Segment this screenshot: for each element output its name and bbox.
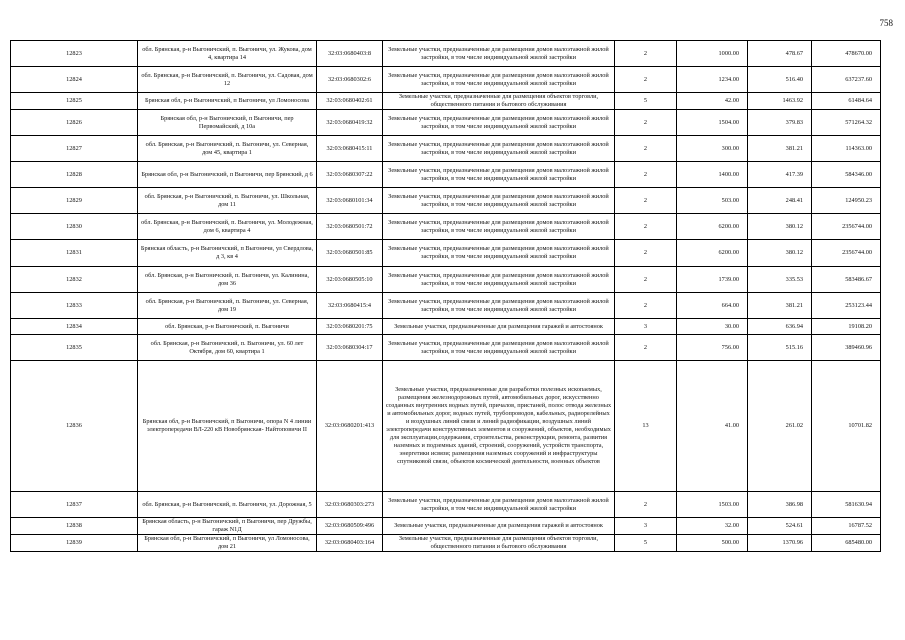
group-cell: 2 — [615, 41, 677, 67]
address-cell: Брянская обл, р-н Выгоничский, п Выгоничи, ул Ломоносова — [138, 93, 317, 110]
table-row — [11, 41, 881, 67]
group-cell: 5 — [615, 93, 677, 110]
address-cell: обл. Брянская, р-н Выгоничский, п. Выгоничи, ул. Школьная, дом 11 — [138, 188, 317, 214]
table-row — [11, 67, 881, 93]
group-cell: 2 — [615, 110, 677, 136]
row-number: 12826 — [11, 110, 138, 136]
land-use-cell: Земельные участки, предназначенные для размещения домов малоэтажной жилой застройки, в том числе индивидуальной жилой застройки — [383, 110, 615, 136]
group-cell: 3 — [615, 319, 677, 335]
cadastral-value-cell: 637237.60 — [812, 67, 881, 93]
cadastral-value-table — [10, 40, 881, 552]
specific-value-cell: 1370.96 — [748, 535, 812, 552]
cadastral-number-cell: 32:03:0680303:273 — [317, 492, 383, 518]
area-cell: 1504.00 — [677, 110, 748, 136]
cadastral-value-cell: 2356744.00 — [812, 240, 881, 267]
specific-value-cell: 380.12 — [748, 214, 812, 240]
area-cell: 32.00 — [677, 518, 748, 535]
address-cell: Брянская обл, р-н Выгоничский, п Выгоничи, пер Первомайский, д 10а — [138, 110, 317, 136]
area-cell: 300.00 — [677, 136, 748, 162]
row-number: 12832 — [11, 267, 138, 293]
cadastral-value-cell: 389460.96 — [812, 335, 881, 361]
land-use-cell: Земельные участки, предназначенные для размещения домов малоэтажной жилой застройки, в том числе индивидуальной жилой застройки — [383, 240, 615, 267]
cadastral-value-cell: 2356744.00 — [812, 214, 881, 240]
land-use-cell: Земельные участки, предназначенные для размещения домов малоэтажной жилой застройки, в том числе индивидуальной жилой застройки — [383, 188, 615, 214]
area-cell: 664.00 — [677, 293, 748, 319]
table-row — [11, 267, 881, 293]
table-row — [11, 335, 881, 361]
land-use-cell: Земельные участки, предназначенные для размещения гаражей и автостоянок — [383, 319, 615, 335]
address-cell: обл. Брянская, р-н Выгоничский, п. Выгоничи, ул. Дорожная, 5 — [138, 492, 317, 518]
cadastral-number-cell: 32:03:0680201:413 — [317, 361, 383, 492]
specific-value-cell: 1463.92 — [748, 93, 812, 110]
cadastral-number-cell: 32:03:0680419:32 — [317, 110, 383, 136]
row-number: 12827 — [11, 136, 138, 162]
table-row — [11, 319, 881, 335]
specific-value-cell: 248.41 — [748, 188, 812, 214]
group-cell: 3 — [615, 518, 677, 535]
table-row — [11, 492, 881, 518]
cadastral-value-cell: 685480.00 — [812, 535, 881, 552]
address-cell: обл. Брянская, р-н Выгоничский, п. Выгоничи, ул. Жукова, дом 4, квартира 14 — [138, 41, 317, 67]
cadastral-number-cell: 32:03:0680403:164 — [317, 535, 383, 552]
area-cell: 500.00 — [677, 535, 748, 552]
area-cell: 30.00 — [677, 319, 748, 335]
group-cell: 2 — [615, 188, 677, 214]
cadastral-number-cell: 32:03:0680304:17 — [317, 335, 383, 361]
land-use-cell: Земельные участки, предназначенные для размещения домов малоэтажной жилой застройки, в том числе индивидуальной жилой застройки — [383, 335, 615, 361]
row-number: 12828 — [11, 162, 138, 188]
address-cell: обл. Брянская, р-н Выгоничский, п. Выгоничи — [138, 319, 317, 335]
address-cell: обл. Брянская, р-н Выгоничский, п. Выгоничи, ул. Калинина, дом 36 — [138, 267, 317, 293]
address-cell: обл. Брянская, р-н Выгоничский, п. Выгоничи, ул. Северная, дом 45, квартира 1 — [138, 136, 317, 162]
group-cell: 2 — [615, 335, 677, 361]
table-row — [11, 361, 881, 492]
group-cell: 2 — [615, 240, 677, 267]
cadastral-number-cell: 32:03:0680509:496 — [317, 518, 383, 535]
cadastral-value-cell: 583486.67 — [812, 267, 881, 293]
group-cell: 2 — [615, 293, 677, 319]
row-number: 12823 — [11, 41, 138, 67]
address-cell: обл. Брянская, р-н Выгоничский, п. Выгоничи, ул. Молодежная, дом 6, квартира 4 — [138, 214, 317, 240]
row-number: 12838 — [11, 518, 138, 535]
land-use-cell: Земельные участки, предназначенные для размещения домов малоэтажной жилой застройки, в том числе индивидуальной жилой застройки — [383, 67, 615, 93]
cadastral-value-cell: 584346.00 — [812, 162, 881, 188]
cadastral-value-cell: 253123.44 — [812, 293, 881, 319]
area-cell: 6200.00 — [677, 214, 748, 240]
cadastral-value-cell: 478670.00 — [812, 41, 881, 67]
land-use-cell: Земельные участки, предназначенные для размещения домов малоэтажной жилой застройки, в том числе индивидуальной жилой застройки — [383, 214, 615, 240]
cadastral-number-cell: 32:03:0680505:10 — [317, 267, 383, 293]
land-use-cell: Земельные участки, предназначенные для размещения домов малоэтажной жилой застройки, в том числе индивидуальной жилой застройки — [383, 136, 615, 162]
cadastral-value-cell: 16787.52 — [812, 518, 881, 535]
area-cell: 1739.00 — [677, 267, 748, 293]
cadastral-number-cell: 32:03:0680402:61 — [317, 93, 383, 110]
cadastral-number-cell: 32:03:0680501:72 — [317, 214, 383, 240]
cadastral-number-cell: 32:03:0680415:4 — [317, 293, 383, 319]
table-row — [11, 162, 881, 188]
cadastral-value-cell: 61484.64 — [812, 93, 881, 110]
land-use-cell: Земельные участки, предназначенные для размещения домов малоэтажной жилой застройки, в том числе индивидуальной жилой застройки — [383, 41, 615, 67]
row-number: 12833 — [11, 293, 138, 319]
specific-value-cell: 524.61 — [748, 518, 812, 535]
land-use-cell: Земельные участки, предназначенные для размещения домов малоэтажной жилой застройки, в том числе индивидуальной жилой застройки — [383, 162, 615, 188]
table-row — [11, 240, 881, 267]
specific-value-cell: 335.53 — [748, 267, 812, 293]
cadastral-number-cell: 32:03:0680307:22 — [317, 162, 383, 188]
group-cell: 2 — [615, 136, 677, 162]
cadastral-value-cell: 124950.23 — [812, 188, 881, 214]
row-number: 12836 — [11, 361, 138, 492]
specific-value-cell: 516.40 — [748, 67, 812, 93]
address-cell: обл. Брянская, р-н Выгоничский, п. Выгоничи, ул. Садовая, дом 12 — [138, 67, 317, 93]
address-cell: обл. Брянская, р-н Выгоничский, п. Выгоничи, ул. Северная, дом 19 — [138, 293, 317, 319]
area-cell: 41.00 — [677, 361, 748, 492]
specific-value-cell: 636.94 — [748, 319, 812, 335]
table-body — [11, 41, 881, 552]
area-cell: 1234.00 — [677, 67, 748, 93]
group-cell: 13 — [615, 361, 677, 492]
address-cell: обл. Брянская, р-н Выгоничский, п. Выгоничи, ул. 60 лет Октября, дом 60, квартира 1 — [138, 335, 317, 361]
address-cell: Брянская обл, р-н Выгоничский, п Выгоничи, опора N 4 линии электропередачи ВЛ-220 кВ Новобрянская- Найтоповичи II — [138, 361, 317, 492]
table-row — [11, 535, 881, 552]
table-row — [11, 110, 881, 136]
page-number: 758 — [879, 18, 893, 28]
row-number: 12824 — [11, 67, 138, 93]
land-use-cell: Земельные участки, предназначенные для размещения домов малоэтажной жилой застройки, в том числе индивидуальной жилой застройки — [383, 267, 615, 293]
cadastral-value-cell: 19108.20 — [812, 319, 881, 335]
group-cell: 2 — [615, 67, 677, 93]
table-row — [11, 136, 881, 162]
area-cell: 42.00 — [677, 93, 748, 110]
group-cell: 2 — [615, 267, 677, 293]
specific-value-cell: 386.98 — [748, 492, 812, 518]
cadastral-value-cell: 10701.82 — [812, 361, 881, 492]
specific-value-cell: 478.67 — [748, 41, 812, 67]
cadastral-number-cell: 32:03:0680201:75 — [317, 319, 383, 335]
table-row — [11, 518, 881, 535]
row-number: 12831 — [11, 240, 138, 267]
specific-value-cell: 515.16 — [748, 335, 812, 361]
row-number: 12829 — [11, 188, 138, 214]
specific-value-cell: 381.21 — [748, 136, 812, 162]
group-cell: 2 — [615, 162, 677, 188]
row-number: 12835 — [11, 335, 138, 361]
area-cell: 1503.00 — [677, 492, 748, 518]
area-cell: 756.00 — [677, 335, 748, 361]
cadastral-number-cell: 32:03:0680403:8 — [317, 41, 383, 67]
land-use-cell: Земельные участки, предназначенные для размещения объектов торговли, общественного питания и бытового обслуживания — [383, 535, 615, 552]
row-number: 12839 — [11, 535, 138, 552]
land-use-cell: Земельные участки, предназначенные для разработки полезных ископаемых, размещения железнодорожных путей, автомобильных дорог, искусственно созданных внутренних водных путей, причалов, пристаней, полос отвода железных и автомобильных дорог, водных путей, трубопроводов, кабельных, радиорелейных и воздушных линий связи и линий радиофикации, воздушных линий электропередачи конструктивных элементов и сооружений, объектов, необходимых для эксплуатации,содержания, строительства, реконструкции, ремонта, развития наземных и подземных зданий, строений, сооружений, устройств транспорта, энергетики исвязи; размещения наземных сооружений и инфраструктуры спутниковой связи, объектов космической деятельности, военных объектов — [383, 361, 615, 492]
area-cell: 6200.00 — [677, 240, 748, 267]
cadastral-number-cell: 32:03:0680101:34 — [317, 188, 383, 214]
table-row — [11, 293, 881, 319]
address-cell: Брянская обл, р-н Выгоничский, п Выгоничи, пер Брянский, д 6 — [138, 162, 317, 188]
area-cell: 503.00 — [677, 188, 748, 214]
cadastral-number-cell: 32:03:0680302:6 — [317, 67, 383, 93]
table-row — [11, 188, 881, 214]
land-use-cell: Земельные участки, предназначенные для размещения объектов торговли, общественного питания и бытового обслуживания — [383, 93, 615, 110]
specific-value-cell: 379.83 — [748, 110, 812, 136]
cadastral-value-cell: 571264.32 — [812, 110, 881, 136]
group-cell: 5 — [615, 535, 677, 552]
address-cell: Брянская обл, р-н Выгоничский, п Выгоничи, ул Ломоносова, дом 21 — [138, 535, 317, 552]
group-cell: 2 — [615, 214, 677, 240]
specific-value-cell: 381.21 — [748, 293, 812, 319]
specific-value-cell: 261.02 — [748, 361, 812, 492]
row-number: 12830 — [11, 214, 138, 240]
cadastral-number-cell: 32:03:0680501:85 — [317, 240, 383, 267]
specific-value-cell: 417.39 — [748, 162, 812, 188]
row-number: 12834 — [11, 319, 138, 335]
cadastral-number-cell: 32:03:0680415:11 — [317, 136, 383, 162]
cadastral-value-cell: 114363.00 — [812, 136, 881, 162]
land-use-cell: Земельные участки, предназначенные для размещения домов малоэтажной жилой застройки, в том числе индивидуальной жилой застройки — [383, 492, 615, 518]
specific-value-cell: 380.12 — [748, 240, 812, 267]
table-row — [11, 214, 881, 240]
row-number: 12837 — [11, 492, 138, 518]
area-cell: 1000.00 — [677, 41, 748, 67]
area-cell: 1400.00 — [677, 162, 748, 188]
table-row — [11, 93, 881, 110]
cadastral-value-cell: 581630.94 — [812, 492, 881, 518]
address-cell: Брянская область, р-н Выгоничский, п Выгоничи, пер Дружбы, гараж N1Д — [138, 518, 317, 535]
land-use-cell: Земельные участки, предназначенные для размещения домов малоэтажной жилой застройки, в том числе индивидуальной жилой застройки — [383, 293, 615, 319]
group-cell: 2 — [615, 492, 677, 518]
address-cell: Брянская область, р-н Выгоничский, п Выгоничи, ул Свердлова, д 3, кв 4 — [138, 240, 317, 267]
row-number: 12825 — [11, 93, 138, 110]
land-use-cell: Земельные участки, предназначенные для размещения гаражей и автостоянок — [383, 518, 615, 535]
